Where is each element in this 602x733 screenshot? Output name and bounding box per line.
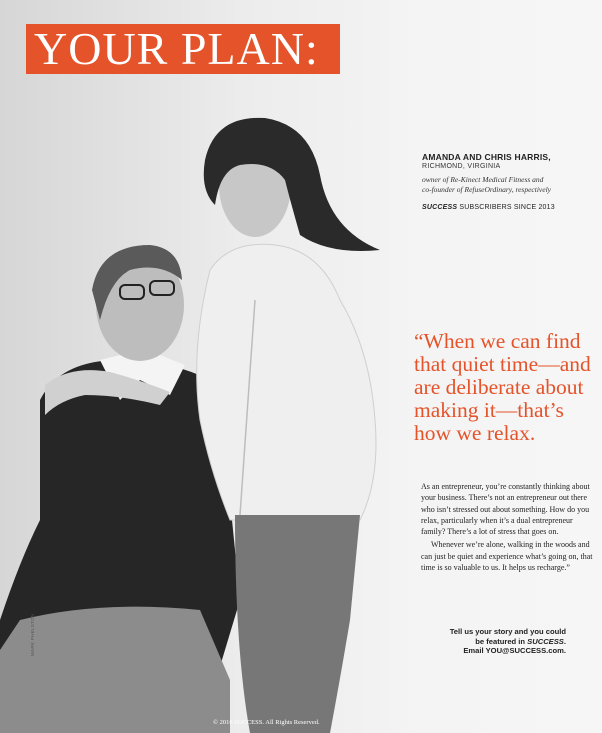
call-to-action <box>420 627 566 656</box>
cta-line2c: . <box>563 636 566 646</box>
photo-credit <box>30 644 35 656</box>
profile-role-line1: owner of Re-Kinect Medical Fitness and <box>422 175 544 184</box>
profile-location: RICHMOND, VIRGINIA <box>422 163 501 170</box>
profile-names: AMANDA AND CHRIS HARRIS, <box>422 152 551 162</box>
cta-email[interactable]: Email YOU@SUCCESS.com. <box>463 646 566 656</box>
body-paragraph-1: As an entrepreneur, you’re constantly thinking about your business. There’s not an entrepreneur out there who isn’t stressed out about something. How do you relax, particularly when it’s a dual entrepreneur family? There’s a lot of stress that goes on. <box>421 482 590 537</box>
profile-role <box>422 175 592 195</box>
article-body <box>421 481 593 573</box>
cta-line1: Tell us your story and you could <box>449 627 566 636</box>
subscriber-since <box>422 204 592 211</box>
profile-role-line2: co-founder of RefuseOrdinary, respectively <box>422 185 551 194</box>
subscriber-since-brand: SUCCESS <box>422 204 458 211</box>
pull-quote: “When we can find that quiet time—and are deliberate about making it—that’s how we relax. <box>414 329 591 445</box>
cta-line2a: be featured in <box>475 636 528 646</box>
subscriber-since-text: SUBSCRIBERS SINCE 2013 <box>457 204 555 211</box>
body-paragraph-2: Whenever we’re alone, walking in the woods and can just be quiet and experience what’s going on, that time is so valuable to us. It helps us recharge.” <box>421 540 593 573</box>
cta-brand: SUCCESS <box>527 636 564 646</box>
copyright: © 2016 SUCCESS. All Rights Reserved. <box>213 719 320 726</box>
page-title: YOUR PLAN: <box>34 23 319 74</box>
profile-block <box>422 152 592 211</box>
